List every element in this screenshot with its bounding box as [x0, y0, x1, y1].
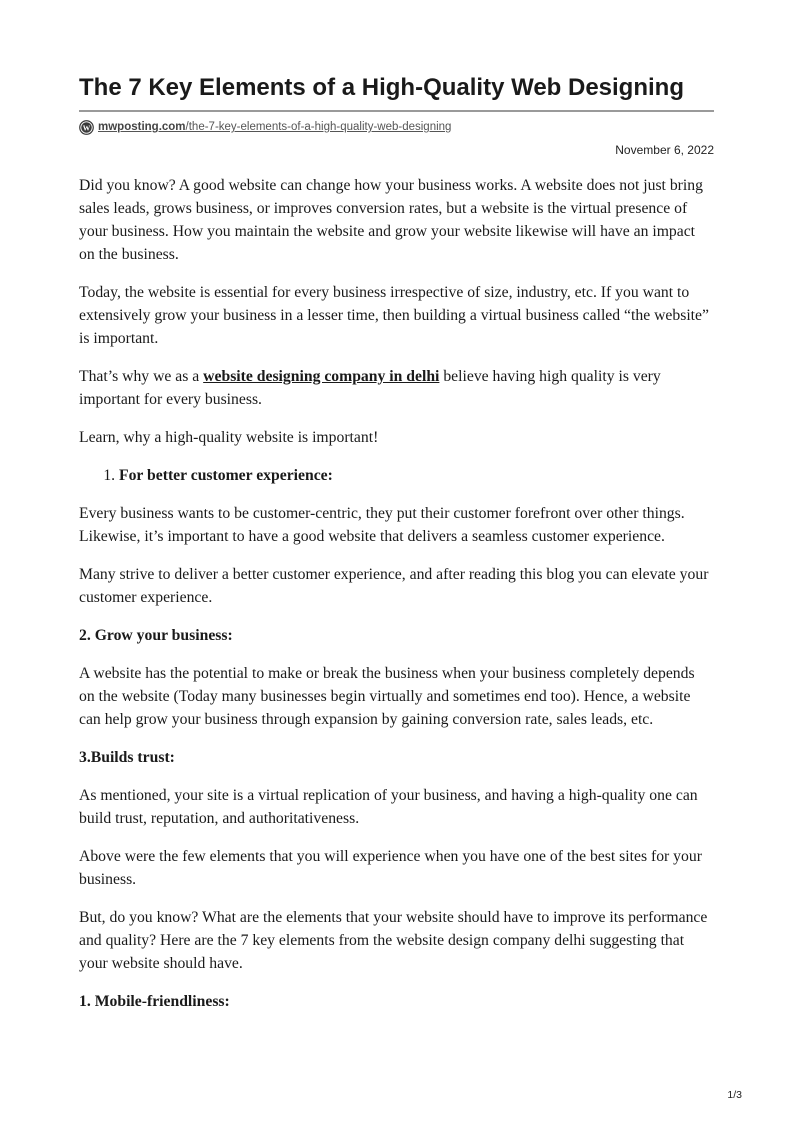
page-number: 1/3 — [727, 1089, 742, 1101]
section-heading: 3.Builds trust: — [79, 749, 175, 766]
section-heading: 1. Mobile-friendliness: — [79, 993, 230, 1010]
article-title: The 7 Key Elements of a High-Quality Web Designing — [79, 74, 684, 101]
source-domain: mwposting.com — [98, 121, 186, 133]
numbered-list — [79, 464, 714, 487]
svg-text:W: W — [82, 123, 91, 132]
title-divider — [79, 110, 714, 112]
paragraph-text: That’s why we as a — [79, 368, 204, 385]
source-path: /the-7-key-elements-of-a-high-quality-web-designing — [185, 121, 452, 133]
paragraph: Above were the few elements that you will experience when you have one of the best sites for your business. — [79, 848, 702, 888]
paragraph: Today, the website is essential for every business irrespective of size, industry, etc. If you want to extensively grow your business in a lesser time, then building a virtual business called “the website” is important. — [79, 284, 709, 347]
wordpress-icon — [79, 120, 94, 135]
paragraph: A website has the potential to make or break the business when your business completely depends on the website (Today many businesses begin virtually and sometimes end too). Hence, a website can help grow your business through expansion by gaining conversion rate, sales leads, etc. — [79, 665, 695, 728]
paragraph: Many strive to deliver a better customer experience, and after reading this blog you can elevate your customer experience. — [79, 566, 709, 606]
paragraph: Did you know? A good website can change how your business works. A website does not just bring sales leads, grows business, or improves conversion rates, but a website is the virtual presence of your business. How you maintain the website and grow your website likewise will have an impact on the business. — [79, 177, 703, 263]
paragraph: As mentioned, your site is a virtual replication of your business, and having a high-quality one can build trust, reputation, and authoritativeness. — [79, 787, 698, 827]
paragraph: Every business wants to be customer-centric, they put their customer forefront over other things. Likewise, it’s important to have a good website that delivers a seamless customer experience. — [79, 505, 685, 545]
section-heading: 2. Grow your business: — [79, 627, 233, 644]
website-designing-company-link[interactable]: website designing company in delhi — [203, 368, 440, 385]
list-item: 1. For better customer experience: — [119, 464, 714, 487]
article-body — [79, 174, 714, 1028]
publish-date: November 6, 2022 — [615, 143, 714, 157]
paragraph: Learn, why a high-quality website is important! — [79, 429, 379, 446]
source-link[interactable] — [98, 121, 451, 133]
paragraph-text: believe having high quality is very important for every business. — [79, 368, 661, 408]
paragraph — [79, 365, 714, 411]
paragraph: But, do you know? What are the elements that your website should have to improve its performance and quality? Here are the 7 key elements from the website design company delhi suggesting that your website should have. — [79, 909, 708, 972]
source-line — [79, 118, 451, 136]
